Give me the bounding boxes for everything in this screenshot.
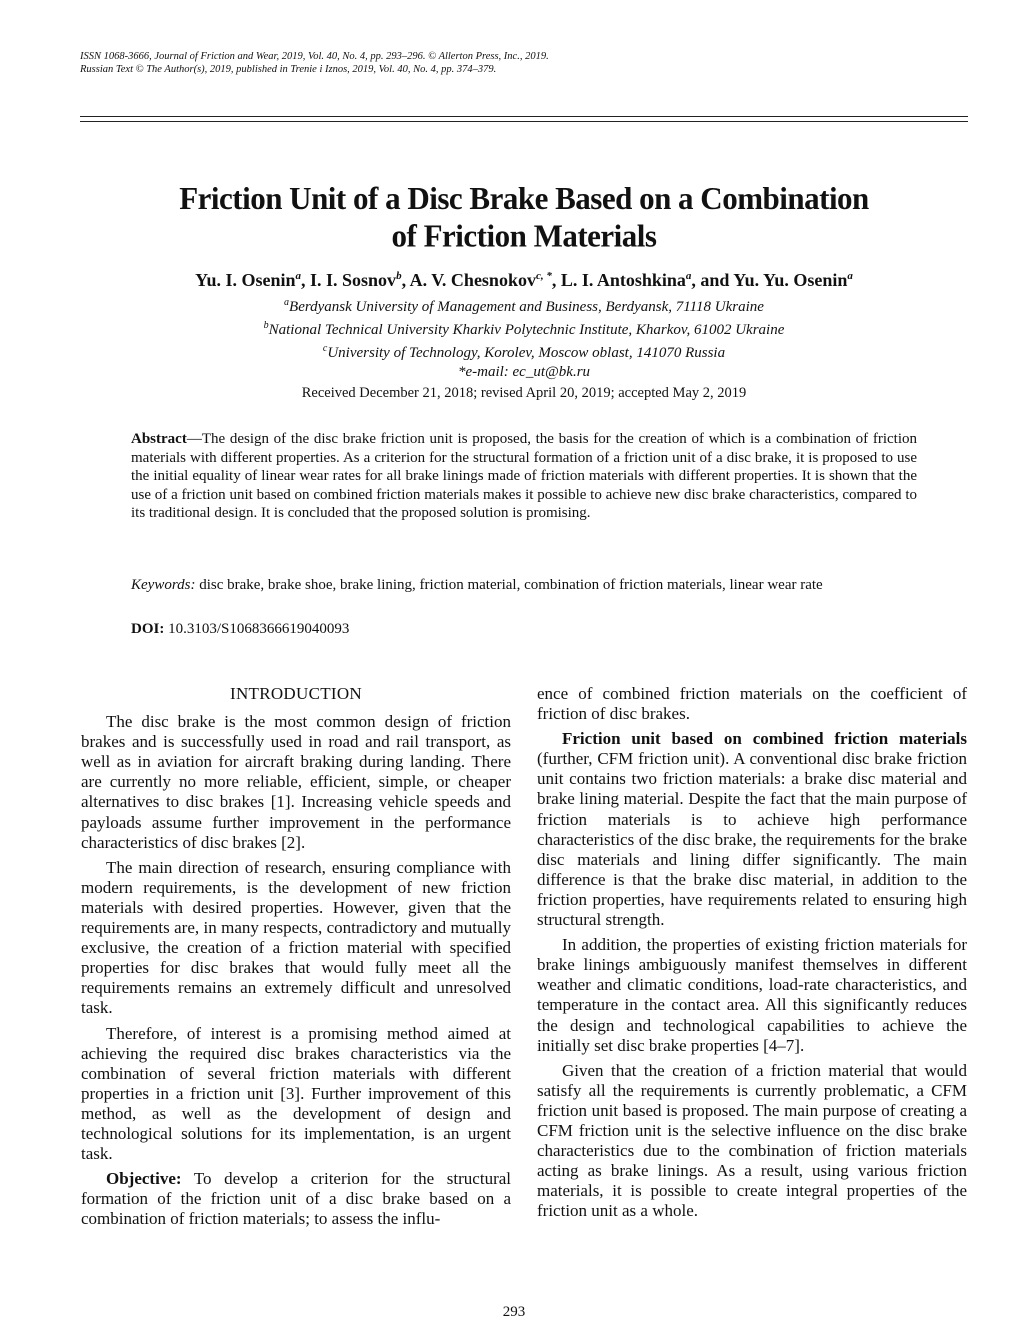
cfm-label: Friction unit based on combined friction materials	[562, 729, 967, 749]
affiliation-sup: a	[284, 297, 290, 308]
abstract-label: Abstract	[131, 431, 187, 447]
author-sep: ,	[551, 270, 561, 290]
author-name: A. V. Chesnokov	[409, 270, 536, 290]
page-number: 293	[502, 1304, 526, 1320]
journal-header	[80, 50, 960, 76]
left-column	[81, 684, 511, 1234]
affiliation-text: Berdyansk University of Management and Business, Berdyansk, 71118 Ukraine	[289, 299, 764, 315]
paragraph-continued: ence of combined friction materials on the coefficient of friction of disc brakes.	[537, 684, 967, 724]
paragraph: Therefore, of interest is a promising method aimed at achieving the required disc brakes characteristics via the combination of several friction materials with different properties in a friction unit [3]. Further improvement of this method, as well as the development of design and technological solutions for its implementation, is an urgent task.	[81, 1023, 511, 1164]
affiliation-sup: b	[263, 320, 269, 331]
paragraph: The disc brake is the most common design of friction brakes and is successfully used in road and rail transport, as well as in aviation for aircraft braking during landing. There are currently no more reliable, efficient, simple, or cheaper alternatives to disc brakes [1]. Increasing vehicle speeds and payloads assume further improvement in the performance characteristics of disc brakes [2].	[81, 712, 511, 852]
doi-text: 10.3103/S1068366619040093	[164, 621, 350, 637]
keywords	[131, 576, 917, 595]
paragraph: Given that the creation of a friction material that would satisfy all the requirements is currently problematic, a CFM friction unit based is proposed. The main purpose of creating a CFM friction unit is the selective influence on the disc brake characteristics due to the combination of friction materials acting as brake linings. As a result, using various friction materials, it is possible to create integral properties of the friction unit as a whole.	[537, 1060, 967, 1221]
objective-label: Objective:	[106, 1169, 182, 1189]
title-line-1: Friction Unit of a Disc Brake Based on a Combination	[179, 180, 869, 216]
objective-text: To develop a criterion for the structural formation of the friction unit of a disc brake based on a combination of friction materials; to assess the influ-	[81, 1169, 511, 1229]
author-sup: a	[685, 270, 692, 282]
keywords-label: Keywords:	[131, 577, 196, 593]
affiliation-c	[80, 339, 968, 363]
abstract-text: —The design of the disc brake friction unit is proposed, the basis for the creation of which is a combination of friction materials with different properties. As a criterion for the structural formation of a friction unit of a disc brake, it is proposed to use the initial equality of linear wear rates for all brake linings made of friction materials with different properties. It is shown that the use of a friction unit based on combined friction materials makes it possible to achieve new disc brake characteristics, compared to its traditional design. It is concluded that the proposed solution is promising.	[131, 431, 917, 522]
header-rule-bottom	[80, 121, 968, 122]
author-name: I. I. Sosnov	[310, 270, 397, 290]
affiliation-a	[80, 293, 968, 317]
cfm-text: (further, CFM friction unit). A conventional disc brake friction unit contains two friction materials: a brake disc material and brake lining material. Despite the fact that the main purpose of friction materials is to achieve high performance characteristics of the disc brake, the requirements for the brake disc materials and lining differ significantly. The main difference is that the brake disc material, in addition to the friction properties, have requirements related to ensuring high structural strength.	[537, 749, 967, 930]
author-sup: a	[295, 270, 302, 282]
affiliation-b	[80, 316, 968, 340]
author-list	[80, 264, 968, 292]
author-sup: b	[396, 270, 402, 282]
header-rule-top	[80, 116, 968, 117]
section-heading-introduction: INTRODUCTION	[229, 684, 363, 703]
author-sep: ,	[301, 270, 311, 290]
affiliation-text: University of Technology, Korolev, Moscow oblast, 141070 Russia	[327, 345, 726, 361]
header-line-1: ISSN 1068-3666, Journal of Friction and Wear, 2019, Vol. 40, No. 4, pp. 293–296. © Allerton Press, Inc., 2019.	[80, 51, 549, 62]
doi-label: DOI:	[131, 621, 165, 637]
paragraph: The main direction of research, ensuring compliance with modern requirements, is the development of new friction materials with desired properties. However, given that the requirements are, in many respects, contradictory and mutually exclusive, the creation of a friction material with specified properties for disc brakes that would fully meet all the requirements remains an extremely difficult and unresolved task.	[81, 857, 511, 1018]
header-line-2: Russian Text © The Author(s), 2019, published in Trenie i Iznos, 2019, Vol. 40, No. 4, pp. 374–379.	[80, 64, 497, 75]
right-column	[537, 684, 967, 1226]
paper-title	[80, 179, 968, 254]
affiliation-text: National Technical University Kharkiv Polytechnic Institute, Kharkov, 61002 Ukraine	[268, 322, 785, 338]
author-sep: , and	[691, 270, 734, 290]
affiliation-sup: c	[322, 343, 328, 354]
doi	[131, 620, 917, 639]
corresponding-email: *e-mail: ec_ut@bk.ru	[457, 364, 591, 380]
paragraph: In addition, the properties of existing friction materials for brake linings ambiguously manifest themselves in different weather and climatic conditions, load-rate characteristics, and temperature in the contact area. All this significantly reduces the design and technological capabilities to achieve the initially set disc brake properties [4–7].	[537, 935, 967, 1055]
paragraph-cfm	[537, 729, 967, 930]
keywords-text: disc brake, brake shoe, brake lining, friction material, combination of friction materials, linear wear rate	[195, 577, 823, 593]
author-name: L. I. Antoshkina	[560, 270, 686, 290]
title-line-2: of Friction Materials	[391, 218, 657, 254]
author-sep: ,	[401, 270, 410, 290]
abstract	[131, 430, 917, 523]
received-dates: Received December 21, 2018; revised April 20, 2019; accepted May 2, 2019	[301, 385, 747, 401]
author-name: Yu. Yu. Osenin	[733, 270, 848, 290]
author-name: Yu. I. Osenin	[195, 270, 296, 290]
author-sup: c, *	[535, 270, 552, 282]
paragraph-objective	[81, 1169, 511, 1229]
author-sup: a	[847, 270, 853, 282]
